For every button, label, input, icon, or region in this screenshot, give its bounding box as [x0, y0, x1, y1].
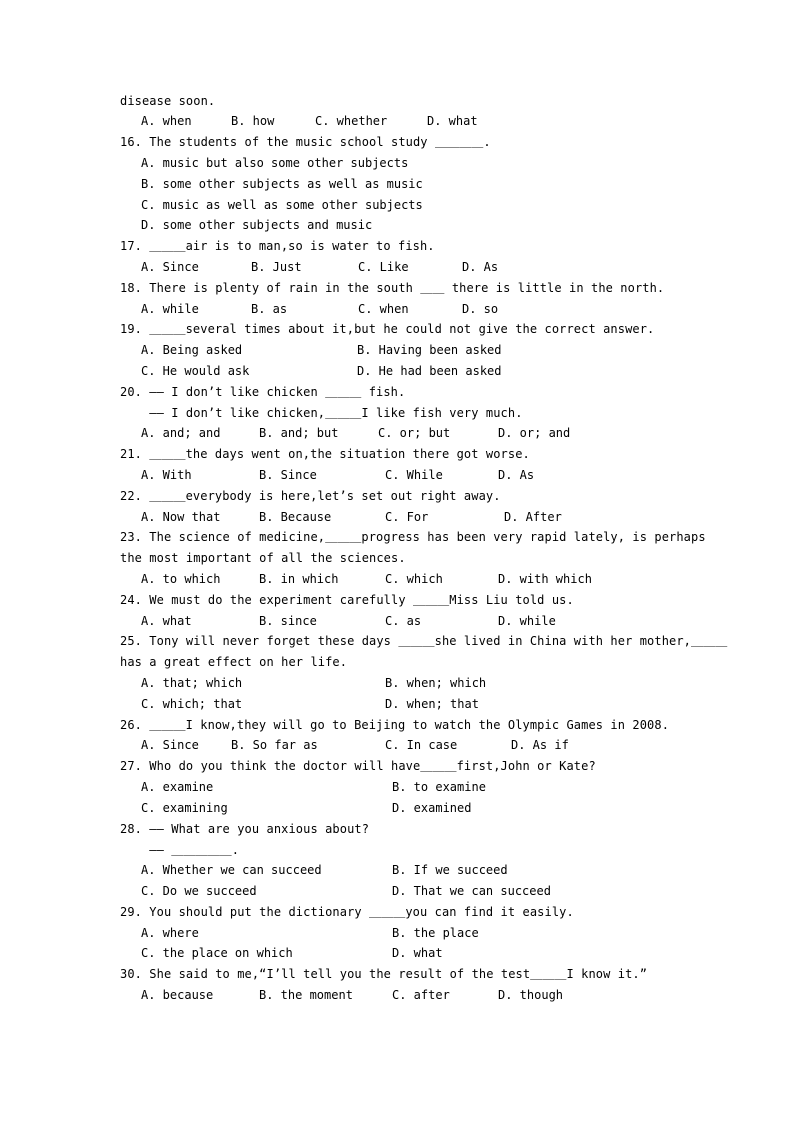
answer-option: B. the moment [259, 988, 353, 1002]
answer-option: A. and; and [141, 426, 221, 440]
answer-option: A. examine [141, 780, 214, 794]
question-text: 25. Tony will never forget these days ＿＿＿she lived in China with her mother,＿＿＿ [120, 634, 728, 648]
question-text: has a great effect on her life. [120, 655, 348, 669]
question-text: 27. Who do you think the doctor will have＿＿＿first,John or Kate? [120, 759, 596, 773]
answer-option: A. when [141, 114, 192, 128]
question-text: 22. ＿＿＿everybody is here,let’s set out right away. [120, 489, 501, 503]
answer-option: C. whether [315, 114, 388, 128]
answer-option: C. In case [385, 738, 458, 752]
answer-option: D. while [498, 614, 556, 628]
answer-option: C. which; that [141, 697, 243, 711]
answer-option: B. Having been asked [357, 343, 502, 357]
answer-option: C. the place on which [141, 946, 293, 960]
answer-option: B. If we succeed [392, 863, 508, 877]
answer-option: A. while [141, 302, 199, 316]
answer-option: C. which [385, 572, 443, 586]
question-text: 23. The science of medicine,＿＿＿progress has been very rapid lately, is perhaps [120, 530, 706, 544]
question-text: 29. You should put the dictionary ＿＿＿you can find it easily. [120, 905, 574, 919]
answer-option: B. when; which [385, 676, 487, 690]
answer-option: D. with which [498, 572, 592, 586]
question-text: 16. The students of the music school study ＿＿＿＿. [120, 135, 491, 149]
answer-option: C. Like [358, 260, 409, 274]
answer-option: B. Since [259, 468, 317, 482]
answer-option: D. some other subjects and music [141, 218, 373, 232]
answer-option: C. music as well as some other subjects [141, 198, 423, 212]
answer-option: C. For [385, 510, 429, 524]
question-text: 26. ＿＿＿I know,they will go to Beijing to watch the Olympic Games in 2008. [120, 718, 670, 732]
question-text: 20. —— I don’t like chicken ＿＿＿ fish. [120, 385, 406, 399]
answer-option: D. or; and [498, 426, 571, 440]
answer-option: C. While [385, 468, 443, 482]
answer-option: D. That we can succeed [392, 884, 551, 898]
answer-option: A. Since [141, 260, 199, 274]
question-text: 19. ＿＿＿several times about it,but he could not give the correct answer. [120, 322, 655, 336]
answer-option: B. Because [259, 510, 332, 524]
answer-option: D. As if [511, 738, 569, 752]
question-text: 18. There is plenty of rain in the south ＿＿ there is little in the north. [120, 281, 665, 295]
answer-option: B. and; but [259, 426, 339, 440]
answer-option: B. to examine [392, 780, 486, 794]
answer-option: A. Being asked [141, 343, 243, 357]
answer-option: A. Since [141, 738, 199, 752]
answer-option: C. as [385, 614, 422, 628]
answer-option: A. that; which [141, 676, 243, 690]
answer-option: A. to which [141, 572, 221, 586]
answer-option: D. though [498, 988, 564, 1002]
answer-option: B. since [259, 614, 317, 628]
answer-option: B. some other subjects as well as music [141, 177, 423, 191]
answer-option: D. He had been asked [357, 364, 502, 378]
answer-option: D. so [462, 302, 499, 316]
answer-option: C. examining [141, 801, 228, 815]
answer-option: D. After [504, 510, 562, 524]
answer-option: D. what [392, 946, 443, 960]
answer-option: A. With [141, 468, 192, 482]
answer-option: D. As [498, 468, 535, 482]
question-text: 17. ＿＿＿air is to man,so is water to fish. [120, 239, 435, 253]
answer-option: D. As [462, 260, 499, 274]
answer-option: C. when [358, 302, 409, 316]
answer-option: C. after [392, 988, 450, 1002]
question-text: 28. —— What are you anxious about? [120, 822, 370, 836]
answer-option: D. when; that [385, 697, 479, 711]
answer-option: A. because [141, 988, 214, 1002]
question-text: 21. ＿＿＿the days went on,the situation there got worse. [120, 447, 530, 461]
answer-option: B. as [251, 302, 288, 316]
answer-option: C. Do we succeed [141, 884, 257, 898]
answer-option: A. Whether we can succeed [141, 863, 322, 877]
question-text: the most important of all the sciences. [120, 551, 406, 565]
answer-option: D. examined [392, 801, 472, 815]
answer-option: C. He would ask [141, 364, 250, 378]
answer-option: A. where [141, 926, 199, 940]
question-text: —— I don’t like chicken,＿＿＿I like fish very much. [120, 406, 523, 420]
question-continuation: disease soon. [120, 94, 216, 108]
answer-option: B. So far as [231, 738, 318, 752]
question-text: —— ＿＿＿＿＿. [120, 843, 240, 857]
answer-option: C. or; but [378, 426, 451, 440]
question-text: 30. She said to me,“I’ll tell you the result of the test＿＿＿I know it.” [120, 967, 648, 981]
answer-option: A. Now that [141, 510, 221, 524]
answer-option: D. what [427, 114, 478, 128]
answer-option: A. what [141, 614, 192, 628]
question-text: 24. We must do the experiment carefully ＿＿＿Miss Liu told us. [120, 593, 574, 607]
answer-option: B. how [231, 114, 275, 128]
answer-option: B. Just [251, 260, 302, 274]
answer-option: B. in which [259, 572, 339, 586]
answer-option: B. the place [392, 926, 479, 940]
answer-option: A. music but also some other subjects [141, 156, 409, 170]
